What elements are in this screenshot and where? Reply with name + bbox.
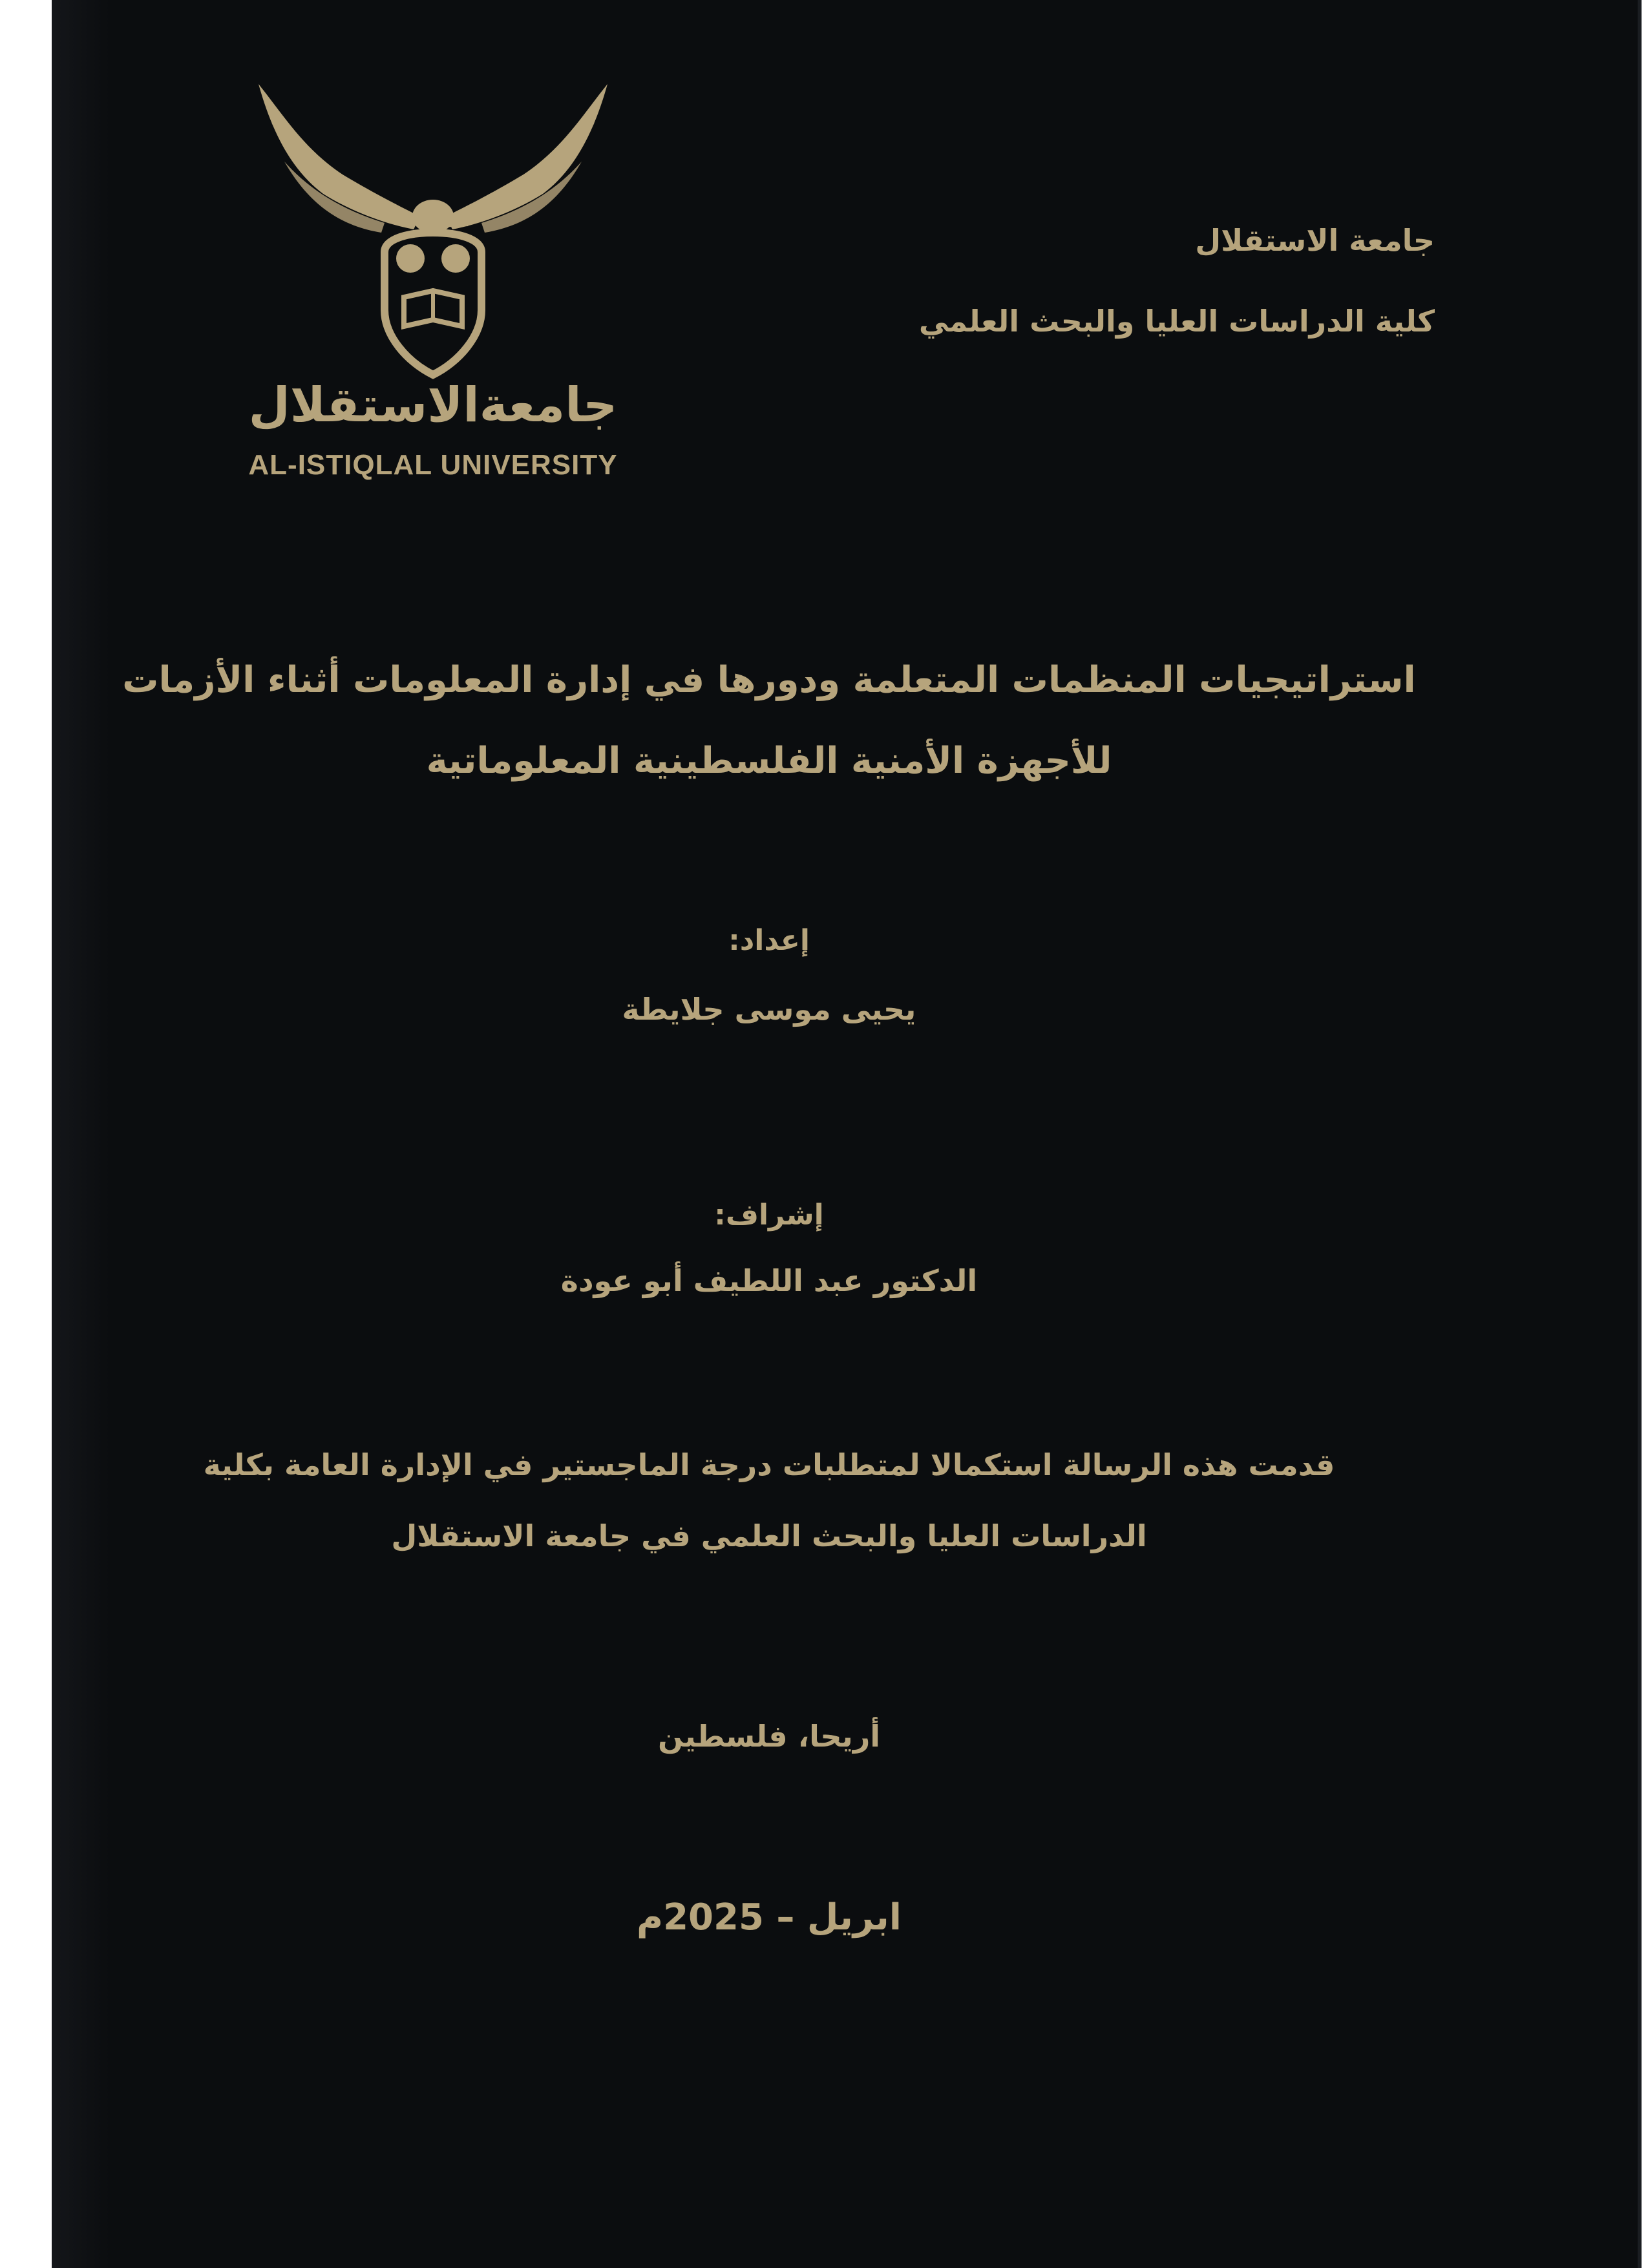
author-label: إعداد: <box>728 924 810 957</box>
place: أريحا، فلسطين <box>657 1719 881 1754</box>
logo-arabic-name: جامعةالاستقلال <box>248 377 618 433</box>
thesis-title-line1: استراتيجيات المنظمات المتعلمة ودورها في إدارة المعلومات أثناء الأزمات <box>122 659 1416 701</box>
author-name: يحيى موسى جلايطة <box>622 992 916 1027</box>
supervisor-name: الدكتور عبد اللطيف أبو عودة <box>560 1263 978 1298</box>
logo-english-name: AL-ISTIQLAL UNIVERSITY <box>248 449 618 481</box>
thesis-title-line2: للأجهزة الأمنية الفلسطينية المعلوماتية <box>426 740 1112 782</box>
faculty-name: كلية الدراسات العليا والبحث العلمي <box>918 304 1435 339</box>
supervisor-label: إشراف: <box>714 1199 824 1232</box>
cover-spine <box>52 0 110 2268</box>
submission-line1: قدمت هذه الرسالة استكمالا لمتطلبات درجة الماجستير في الإدارة العامة بكلية <box>203 1447 1335 1482</box>
university-name: جامعة الاستقلال <box>1195 223 1435 258</box>
submission-line2: الدراسات العليا والبحث العلمي في جامعة الاستقلال <box>391 1518 1147 1553</box>
eagle-emblem-icon <box>246 78 620 388</box>
submission-date: ابريل – 2025م <box>637 1896 902 1938</box>
